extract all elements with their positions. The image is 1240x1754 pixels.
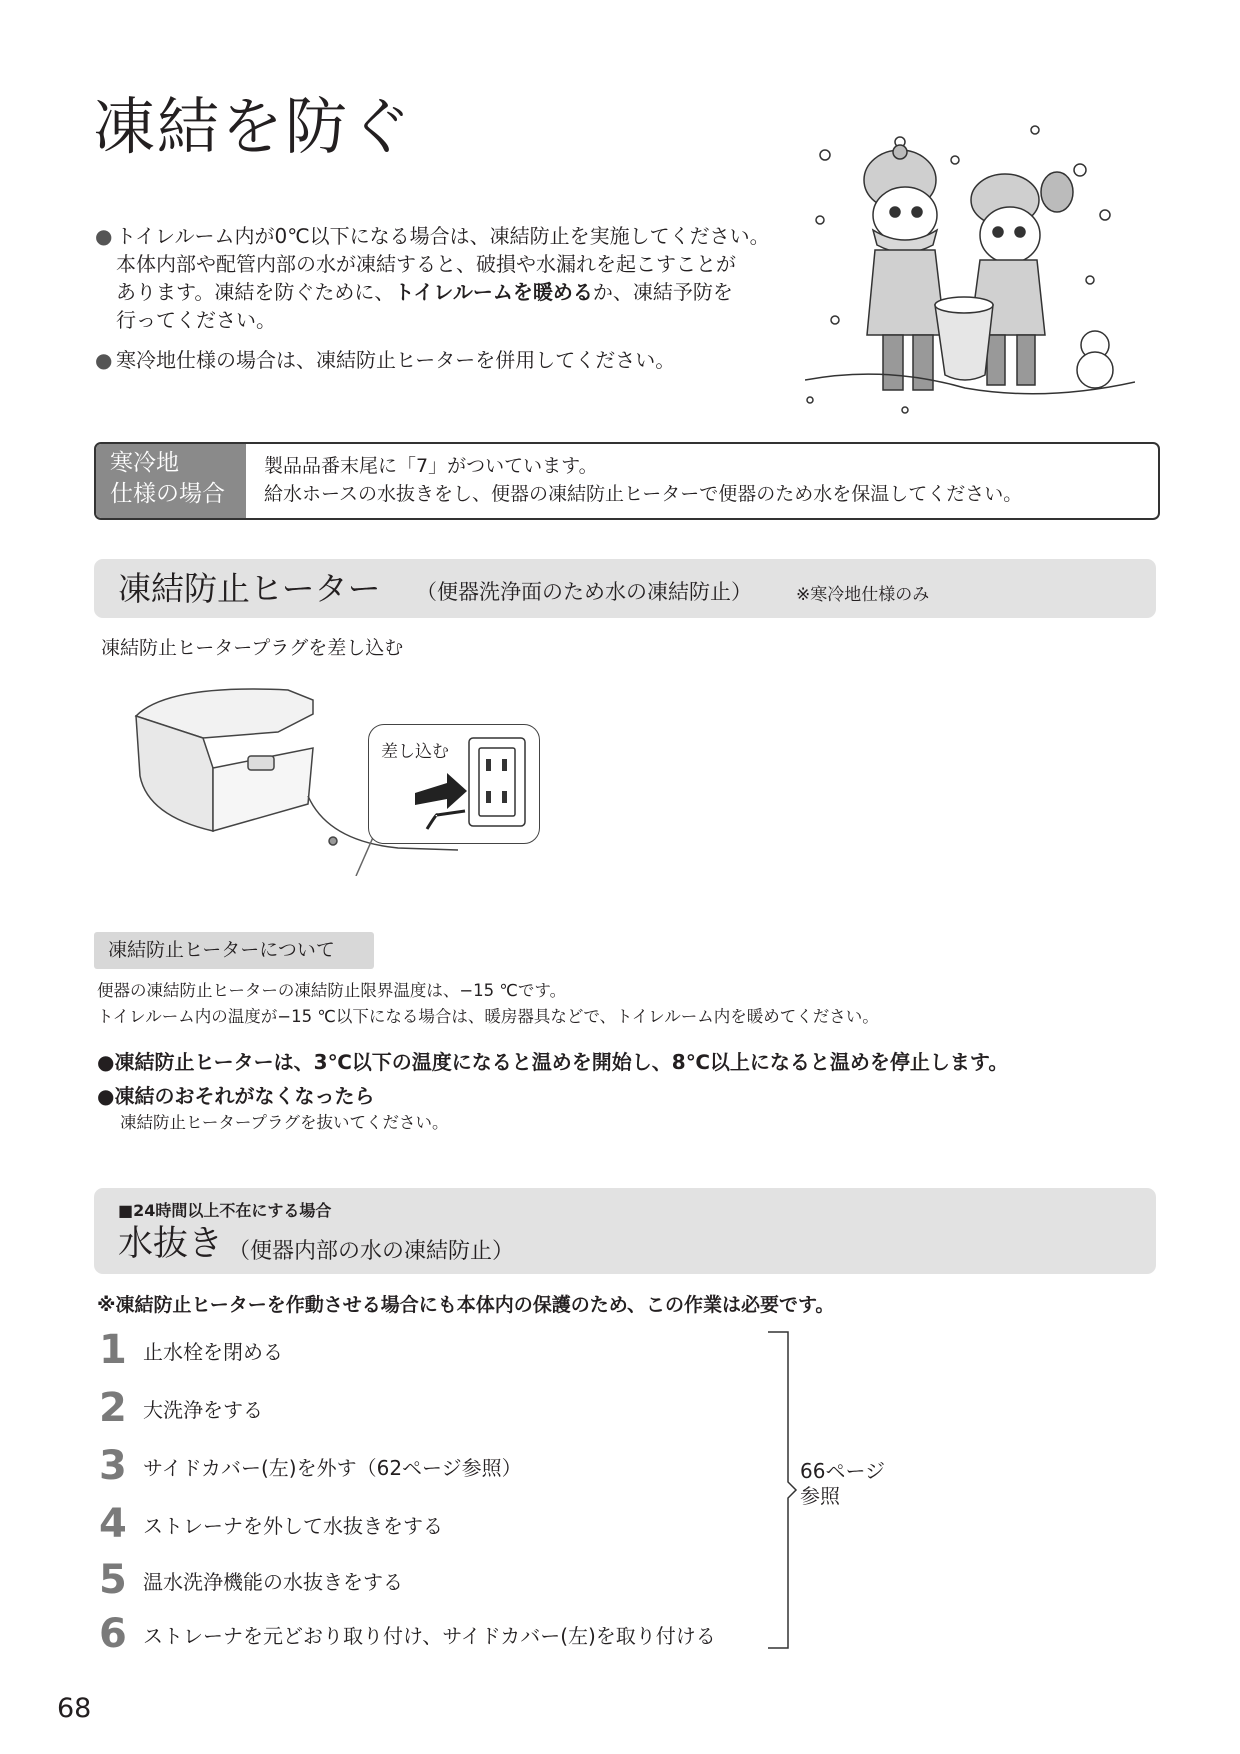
page-title: 凍結を防ぐ <box>93 90 414 163</box>
step-item <box>99 1328 283 1372</box>
step-text: サイドカバー(左)を外す（62ページ参照） <box>143 1455 522 1480</box>
step-text: ストレーナを元どおり取り付け、サイドカバー(左)を取り付ける <box>143 1623 716 1648</box>
heater-section-header <box>94 559 1156 618</box>
outlet-callout <box>368 724 540 844</box>
cold-region-info-box <box>94 442 1160 520</box>
drain-section-header <box>94 1188 1156 1274</box>
about-heater-tag: 凍結防止ヒーターについて <box>94 932 374 969</box>
unplug-text: 凍結防止ヒータープラグを抜いてください。 <box>120 1113 449 1132</box>
drain-precondition: ■24時間以上不在にする場合 <box>118 1201 332 1220</box>
intro-line: 行ってください。 <box>116 308 276 332</box>
bullet-icon: ● <box>95 224 113 248</box>
callout-label: 差し込む <box>381 742 449 762</box>
section-subheading: （便器内部の水の凍結防止） <box>228 1239 515 1264</box>
step-item <box>99 1444 522 1488</box>
intro-line: トイレルーム内が0℃以下になる場合は、凍結防止を実施してください。 <box>116 224 770 248</box>
cold-region-text: 製品品番末尾に「7」がついています。 給水ホースの水抜きをし、便器の凍結防止ヒーターで便器のため水を保温してください。 <box>264 455 1023 505</box>
step-number: 3 <box>99 1443 127 1489</box>
plug-arrow-icon <box>407 765 477 835</box>
step-text: 止水栓を閉める <box>143 1339 283 1364</box>
step-number: 5 <box>99 1557 127 1603</box>
intro-bullet-2: ● 寒冷地仕様の場合は、凍結防止ヒーターを併用してください。 <box>95 348 676 372</box>
section-heading: 水抜き <box>118 1224 224 1264</box>
kids-in-snow-illustration <box>805 120 1135 420</box>
bullet-icon: ● <box>97 1050 115 1074</box>
cold-region-label: 寒冷地 仕様の場合 <box>96 444 246 518</box>
page-number: 68 <box>57 1693 92 1724</box>
step-number: 2 <box>99 1385 127 1431</box>
intro-line: 本体内部や配管内部の水が凍結すると、破損や水漏れを起こすことが <box>116 252 736 276</box>
step-number: 4 <box>99 1501 127 1547</box>
page-reference: 66ページ 参照 <box>800 1459 886 1508</box>
step-item <box>99 1386 263 1430</box>
step-number: 6 <box>99 1611 127 1657</box>
emphasis-text: トイレルームを暖める <box>394 280 593 304</box>
heater-limit-text: 便器の凍結防止ヒーターの凍結防止限界温度は、−15 ℃です。 トイレルーム内の温度が−15 ℃以下になる場合は、暖房器具などで、トイレルーム内を暖めてください。 <box>97 981 879 1026</box>
step-number: 1 <box>99 1327 127 1373</box>
steps-bracket <box>768 1330 798 1650</box>
plug-in-instruction: 凍結防止ヒータープラグを差し込む <box>101 637 404 659</box>
bullet-icon: ● <box>97 1084 115 1108</box>
section-note: ※寒冷地仕様のみ <box>796 585 930 605</box>
heater-bullet-1: ●凍結防止ヒーターは、3℃以下の温度になると温めを開始し、8℃以上になると温めを停止します。 <box>97 1050 1009 1074</box>
section-subheading: （便器洗浄面のため水の凍結防止） <box>416 580 752 604</box>
section-heading: 凍結防止ヒーター <box>118 569 381 608</box>
step-text: 大洗浄をする <box>143 1397 263 1422</box>
drain-note: ※凍結防止ヒーターを作動させる場合にも本体内の保護のため、この作業は必要です。 <box>97 1294 835 1316</box>
bullet-icon: ● <box>95 348 113 372</box>
step-item <box>99 1558 403 1602</box>
step-item <box>99 1612 716 1656</box>
step-text: ストレーナを外して水抜きをする <box>143 1513 443 1538</box>
step-item <box>99 1502 443 1546</box>
intro-line: あります。凍結を防ぐために、トイレルームを暖めるか、凍結予防を <box>116 280 733 304</box>
intro-bullet-1 <box>95 222 770 334</box>
heater-bullet-2: ●凍結のおそれがなくなったら <box>97 1084 375 1108</box>
step-text: 温水洗浄機能の水抜きをする <box>143 1569 403 1594</box>
